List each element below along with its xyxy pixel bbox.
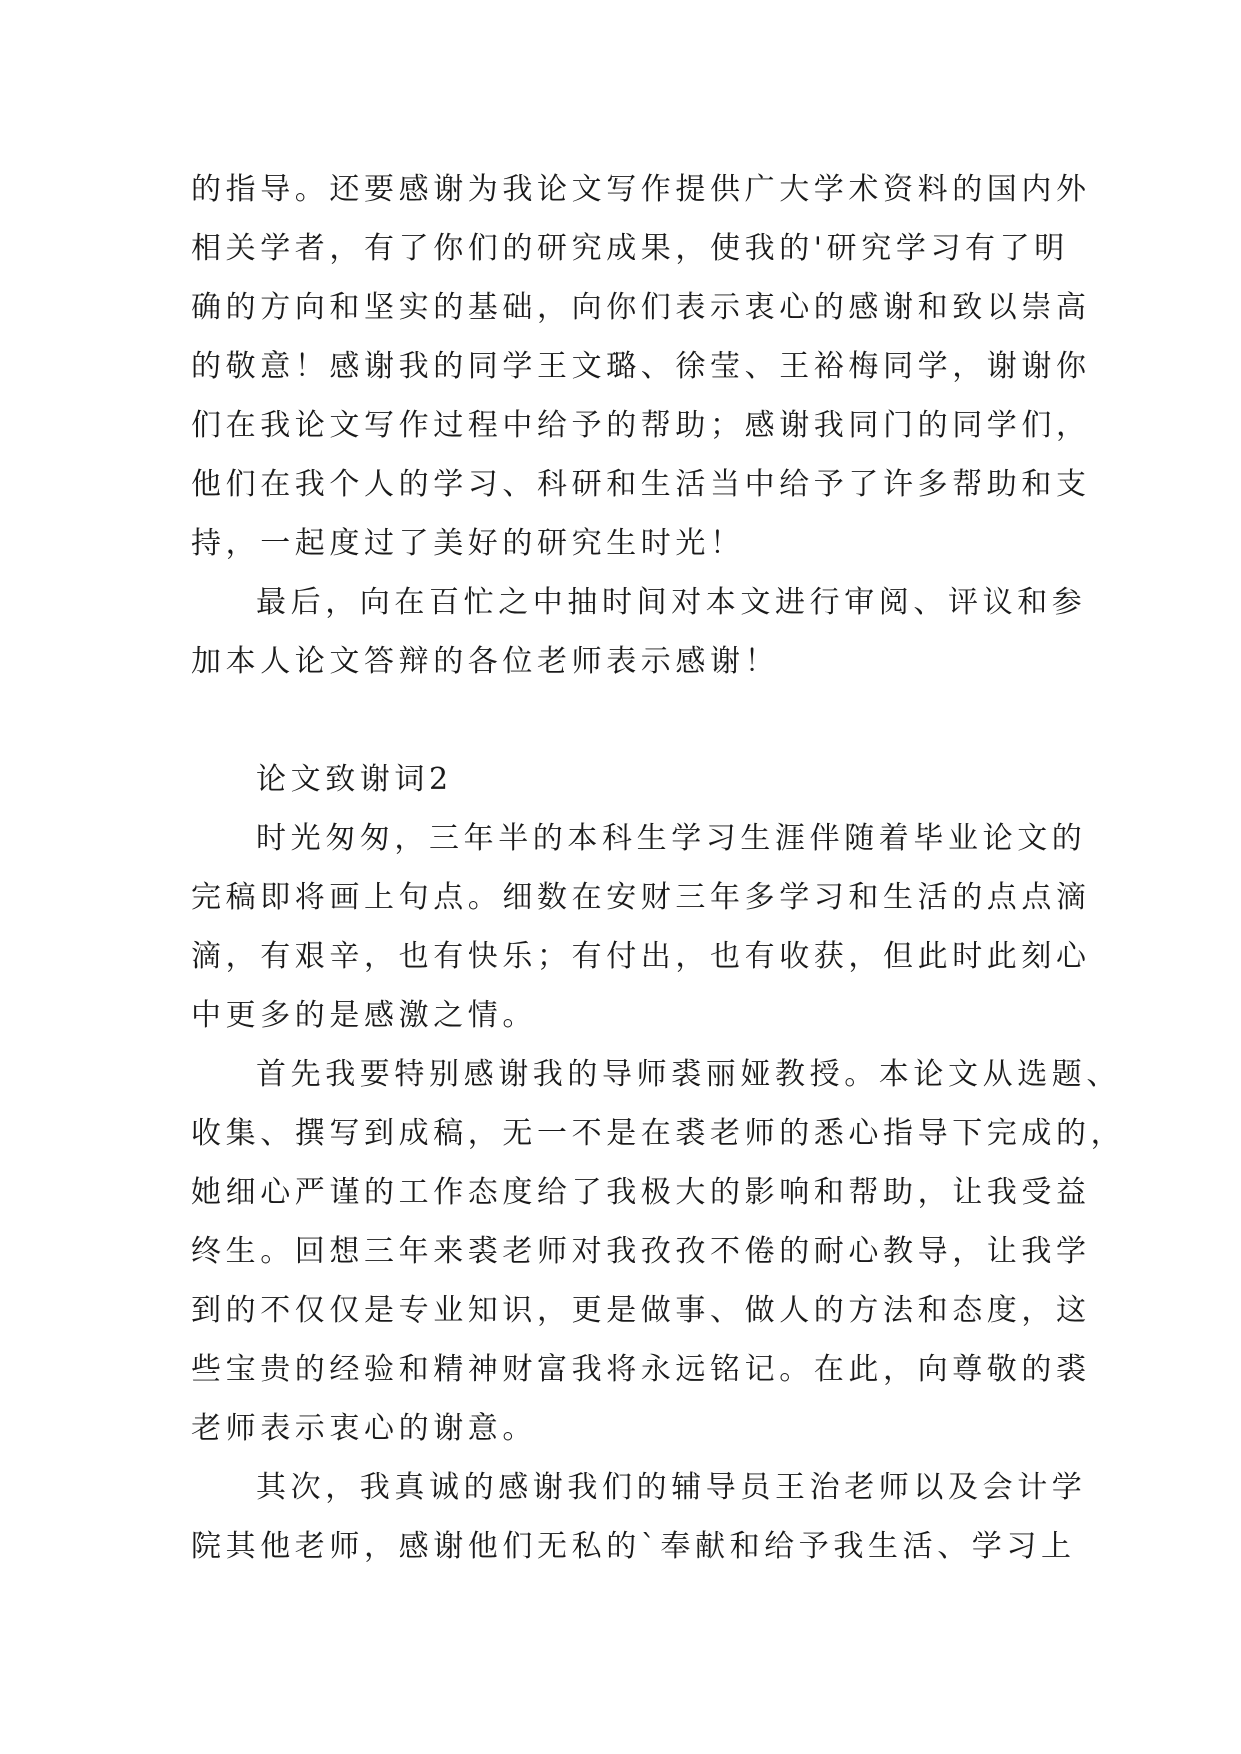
paragraph-line: 的敬意！感谢我的同学王文璐、徐莹、王裕梅同学，谢谢你 [191,349,1091,384]
section-heading: 论文致谢词2 [256,762,453,797]
paragraph-line: 收集、撰写到成稿，无一不是在裘老师的悉心指导下完成的， [191,1116,1126,1151]
paragraph-time-passes [191,809,1091,1045]
paragraph-line: 的指导。还要感谢为我论文写作提供广大学术资料的国内外 [191,172,1091,207]
paragraph-line: 到的不仅仅是专业知识，更是做事、做人的方法和态度，这 [191,1293,1091,1328]
paragraph-line: 其次，我真诚的感谢我们的辅导员王治老师以及会计学 [256,1470,1087,1505]
paragraph-line: 他们在我个人的学习、科研和生活当中给予了许多帮助和支 [191,467,1091,502]
paragraph-line: 最后，向在百忙之中抽时间对本文进行审阅、评议和参 [256,585,1087,620]
paragraph-acknowledgement-continued [191,160,1091,573]
paragraph-line: 些宝贵的经验和精神财富我将永远铭记。在此，向尊敬的裘 [191,1352,1091,1387]
paragraph-line: 首先我要特别感谢我的导师裘丽娅教授。本论文从选题、 [256,1057,1121,1092]
paragraph-line: 院其他老师，感谢他们无私的`奉献和给予我生活、学习上 [191,1529,1076,1564]
paragraph-line: 持，一起度过了美好的研究生时光！ [191,526,745,561]
document-body [191,160,1126,1576]
paragraph-line: 老师表示衷心的谢意。 [191,1411,537,1446]
paragraph-line: 她细心严谨的工作态度给了我极大的影响和帮助，让我受益 [191,1175,1091,1210]
paragraph-final-thanks [191,573,1087,691]
paragraph-line: 终生。回想三年来裘老师对我孜孜不倦的耐心教导，让我学 [191,1234,1091,1269]
section-spacer [191,691,1061,750]
paragraph-line: 加本人论文答辩的各位老师表示感谢！ [191,644,780,679]
paragraph-line: 们在我论文写作过程中给予的帮助；感谢我同门的同学们， [191,408,1091,443]
paragraph-thanks-advisor [191,1045,1126,1458]
paragraph-line: 中更多的是感激之情。 [191,998,537,1033]
paragraph-line: 确的方向和坚实的基础，向你们表示衷心的感谢和致以崇高 [191,290,1091,325]
paragraph-line: 滴，有艰辛，也有快乐；有付出，也有收获，但此时此刻心 [191,939,1091,974]
paragraph-line: 时光匆匆，三年半的本科生学习生涯伴随着毕业论文的 [256,821,1087,856]
paragraph-line: 完稿即将画上句点。细数在安财三年多学习和生活的点点滴 [191,880,1091,915]
paragraph-line: 相关学者，有了你们的研究成果，使我的'研究学习有了明 [191,231,1069,266]
paragraph-thanks-counselor [191,1458,1087,1576]
